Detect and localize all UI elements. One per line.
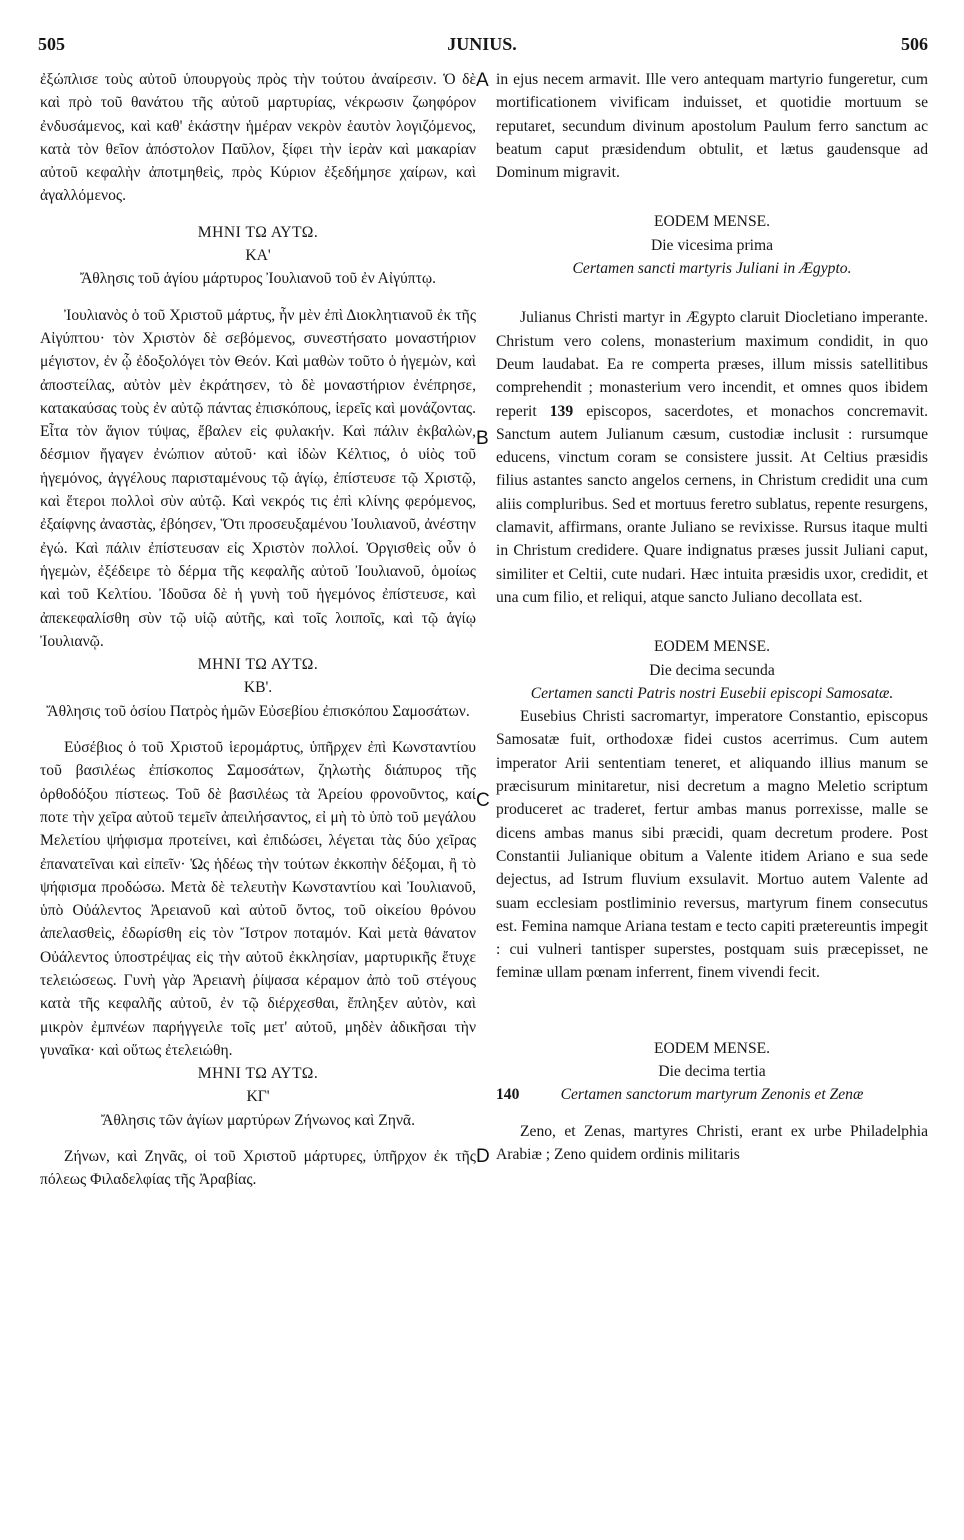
greek-day-number: ΚΓ'	[246, 1088, 270, 1106]
margin-letter-a: A	[476, 70, 489, 91]
greek-month-heading: ΜΗΝΙ ΤΩ ΑΥΤΩ.	[197, 223, 319, 241]
latin-month-heading: EODEM MENSE.	[653, 213, 771, 231]
latin-paragraph-continued: in ejus necem armavit. Ille vero antequam martyrio fungeretur, cum mortificationem vivificam induisset, et quotidie mortuum se reputaret, secundum divinum apostolum Paulum ferro sanctum ac beatum caput præsidendum obtulit, et lætus gaudensque ad Dominum migravit.	[496, 71, 928, 182]
greek-day-number: ΚΑ'	[245, 247, 271, 265]
latin-month-heading: EODEM MENSE.	[653, 1039, 771, 1057]
page-number-left: 505	[38, 34, 65, 54]
greek-paragraph-continued: ἐξώπλισε τοὺς αὐτοῦ ὑπουργοὺς πρὸς τὴν τούτου ἀναίρεσιν. Ὁ δὲ καὶ πρὸ τοῦ θανάτου τῆς αὐτοῦ μαρτυρίας, νέκρωσιν ζωηφόρον ἐνδυσάμενος, καὶ καθ' ἑκάστην ἡμέραν νεκρὸν ἑαυτὸν λογιζόμενος, κατὰ τὸν θεῖον ἀπόστολον Παῦλον, ξίφει τὴν ἱερὰν καὶ μακαρίαν αὐτοῦ κεφαλὴν ἀποτμηθεὶς, πρὸς Κύριον ἐξεδήμησε χαίρων, καὶ ἀγαλλόμενος.	[40, 71, 476, 205]
latin-paragraph	[496, 306, 928, 609]
page-number-right: 506	[901, 34, 928, 54]
latin-title-text: Certamen sanctorum martyrum Zenonis et Zenæ	[560, 1086, 864, 1104]
latin-paragraph: Zeno, et Zenas, martyres Christi, erant ex urbe Philadelphia Arabiæ ; Zeno quidem ordinis militaris	[496, 1122, 928, 1163]
page-header	[0, 34, 964, 60]
greek-paragraph: Ζήνων, καὶ Ζηνᾶς, οἱ τοῦ Χριστοῦ μάρτυρες, ὑπῆρχον ἐκ τῆς πόλεως Φιλαδελφίας τῆς Ἀραβίας.	[40, 1148, 476, 1189]
greek-section-title: Ἄθλησις τοῦ ὁσίου Πατρὸς ἡμῶν Εὐσεβίου ἐπισκόπου Σαμοσάτων.	[46, 702, 470, 720]
greek-section-title: Ἄθλησις τοῦ ἁγίου μάρτυρος Ἰουλιανοῦ τοῦ ἐν Αἰγύπτῳ.	[79, 270, 437, 288]
margin-letter-d: D	[476, 1146, 490, 1167]
margin-letter-b: B	[476, 428, 489, 449]
latin-text: Julianus Christi martyr in Ægypto claruit Diocletiano imperante. Christum vero colens, monasterium maximum condidit, in quo Deum laudabat. Ea re comperta præses, illum missis satellitibus comprehendit ; monasterium vero incendit, et omnes quos ibidem reperit	[496, 309, 928, 420]
bold-number: 139	[549, 402, 574, 420]
greek-paragraph: Ἰουλιανὸς ὁ τοῦ Χριστοῦ μάρτυς, ἦν μὲν ἐπὶ Διοκλητιανοῦ ἐκ τῆς Αἰγύπτου· τὸν Χριστὸν δὲ σεβόμενος, συνεστήσατο μοναστήριον μέγιστον, ἐν ᾧ ἐδοξολόγει τὸν Θεόν. Καὶ μαθὼν τοῦτο ὁ ἡγεμὼν, καὶ ἀποστείλας, αὐτὸν μὲν ἐκράτησεν, τὸ δὲ μοναστήριον ἐνέπρησε, κατακαύσας τοὺς ἐν αὐτῷ πάντας ἐπισκόπους, ἱερεῖς καὶ μονάζοντας. Εἶτα τὸν ἅγιον τύψας, ἔβαλεν εἰς φυλακήν. Καὶ πάλιν ἐκβαλὼν, δέσμιον ἤγαγεν ἐνώπιον αὐτοῦ· καὶ ἰδὼν Κέλτιος, ὁ υἱὸς τοῦ ἡγεμόνος, ἀγγέλους παρισταμένους τῷ ἁγίῳ, ἐπίστευσε τῷ Χριστῷ, καὶ ἕτεροι πολλοὶ σὺν αὐτῷ. Καὶ νεκρός τις ἐπὶ κλίνης φερόμενος, ἐξαίφνης ἀναστὰς, ἐβόησεν, Ὅτι προσευξαμένου Ἰουλιανοῦ, ἀνέστην ἐγώ. Καὶ πάλιν ἐπίστευσαν εἰς Χριστὸν πολλοί. Ὀργισθεὶς οὖν ὁ ἡγεμὼν, ἐξέδειρε τὸ δέρμα τῆς κεφαλῆς αὐτοῦ Ἰουλιανοῦ, ὁμοίως καὶ τοῦ Κελτίου. Ἰδοῦσα δὲ ἡ γυνὴ τοῦ ἡγεμόνος ἐπίστευσε, καὶ ἀπεκεφαλίσθη σὺν τῷ υἱῷ αὐτῆς, καὶ τοῖς λοιποῖς, καὶ τῷ ἁγίῳ Ἰουλιανῷ.	[40, 306, 476, 650]
greek-column	[40, 68, 476, 1192]
latin-section-title: Certamen sancti martyris Juliani in Ægypto.	[572, 260, 852, 278]
latin-day-line: Die decima secunda	[649, 661, 775, 679]
latin-section-title	[496, 1083, 928, 1106]
latin-day-line: Die decima tertia	[658, 1062, 766, 1080]
latin-day-line: Die vicesima prima	[650, 236, 774, 254]
greek-day-number: ΚΒ'.	[243, 679, 273, 697]
running-title: JUNIUS.	[447, 34, 517, 54]
latin-paragraph: Eusebius Christi sacromartyr, imperatore Constantio, episcopus Samosatæ fuit, orthodoxæ fidei custos acerrimus. Cum autem imperator Arii sententiam teneret, et aliquando illius manum se præcisurum minitaretur, nisi decretum a magno Meletio scriptum produceret ac traderet, fertur ambas manus porrexisse, malle se dicens ambas manus sibi præcidi, quam decretum prodere. Post Constantii Julianique obitum a Valente itidem Ariano e sua sede dejectus, ad Istrum fluvium exsulavit. Mortuo autem Valente ad suam ecclesiam postliminio reversus, martyrum finem consecutus est. Femina namque Ariana testam e tecto capiti prætereuntis impegit : cui vulneri tantisper superstes, postquam suis præcepisset, ne feminæ ullam pœnam inferrent, finem vivendi fecit.	[496, 708, 928, 982]
greek-paragraph: Εὐσέβιος ὁ τοῦ Χριστοῦ ἱερομάρτυς, ὑπῆρχεν ἐπὶ Κωνσταντίου τοῦ βασιλέως ἐπίσκοπος Σαμοσάτων, ζηλωτὴς διάπυρος τῆς ὀρθοδόξου πίστεως. Τοῦ δὲ βασιλέως τὰ Ἀρείου φρονοῦντος, καί ποτε τὴν χεῖρα αὐτοῦ τεμεῖν ἀπειλήσαντος, εἰ μὴ τὸ ὑπὸ τοῦ μεγάλου Μελετίου ψήφισμα προτείνει, καὶ ἐπιδώσει, λέγεται τὰς δύο χεῖρας ἐπανατεῖναι καὶ εἰπεῖν· Ὡς ἡδέως τὴν τούτων ἐκκοπὴν δέξομαι, ἢ τὸ ψήφισμα προδώσω. Μετὰ δὲ τελευτὴν Κωνσταντίου καὶ Ἰουλιανοῦ, ὑπὸ Οὐάλεντος Ἀρειανοῦ καὶ αὐτοῦ ὄντος, τοῦ οἰκείου θρόνου ἀπελασθεὶς, ἐδωρίσθη εἰς τὸν Ἴστρον ποταμόν. Καὶ μετὰ θάνατον Οὐάλεντος ὑποστρέψας εἰς τὴν αὐτοῦ ἐκκλησίαν, μαρτυρικῆς ἔτυχε τελειώσεως. Γυνὴ γὰρ Ἀρειανὴ ῥίψασα κέραμον ἀπὸ τοῦ στέγους κατὰ τῆς κεφαλῆς αὐτοῦ, ἐν τῷ διέρχεσθαι, ἔπληξεν αὐτὸν, καὶ μικρὸν ἐμπνέων παρήγγειλε τοῖς μετ' αὐτοῦ, μηδὲν ἀδικῆσαι τὴν γυναῖκα· καὶ οὕτως ἐτελειώθη.	[40, 739, 476, 1059]
latin-column	[496, 68, 928, 1166]
latin-section-title: Certamen sancti Patris nostri Eusebii episcopi Samosatæ.	[530, 684, 894, 702]
marginal-number: 140	[496, 1086, 520, 1104]
margin-letter-c: C	[476, 790, 490, 811]
latin-month-heading: EODEM MENSE.	[653, 638, 771, 656]
greek-section-title: Ἄθλησις τῶν ἁγίων μαρτύρων Ζήνωνος καὶ Ζηνᾶ.	[101, 1111, 415, 1129]
greek-month-heading: ΜΗΝΙ ΤΩ ΑΥΤΩ.	[197, 656, 319, 674]
greek-month-heading: ΜΗΝΙ ΤΩ ΑΥΤΩ.	[197, 1065, 319, 1083]
latin-text: episcopos, sacerdotes, et monachos concremavit. Sanctum autem Julianum cæsum, custodiæ inclusit : rursumque educens, vinctum coram se consistere jussit. At Celtius præsidis filius astantes sancto angelos cernens, in Christum credidit una cum aliis compluribus. Sed et mortuus feretro sublatus, repente resurgens, clamavit, affirmans, orante Juliano se revixisse. Rursus itaque multi in Christum credidere. Quare indignatus præses jussit Juliani caput, similiter et Celtii, cute nudari. Hæc intuita præsidis uxor, credidit, et una cum filio, et reliqui, atque sancto Juliano decollata est.	[496, 402, 929, 606]
